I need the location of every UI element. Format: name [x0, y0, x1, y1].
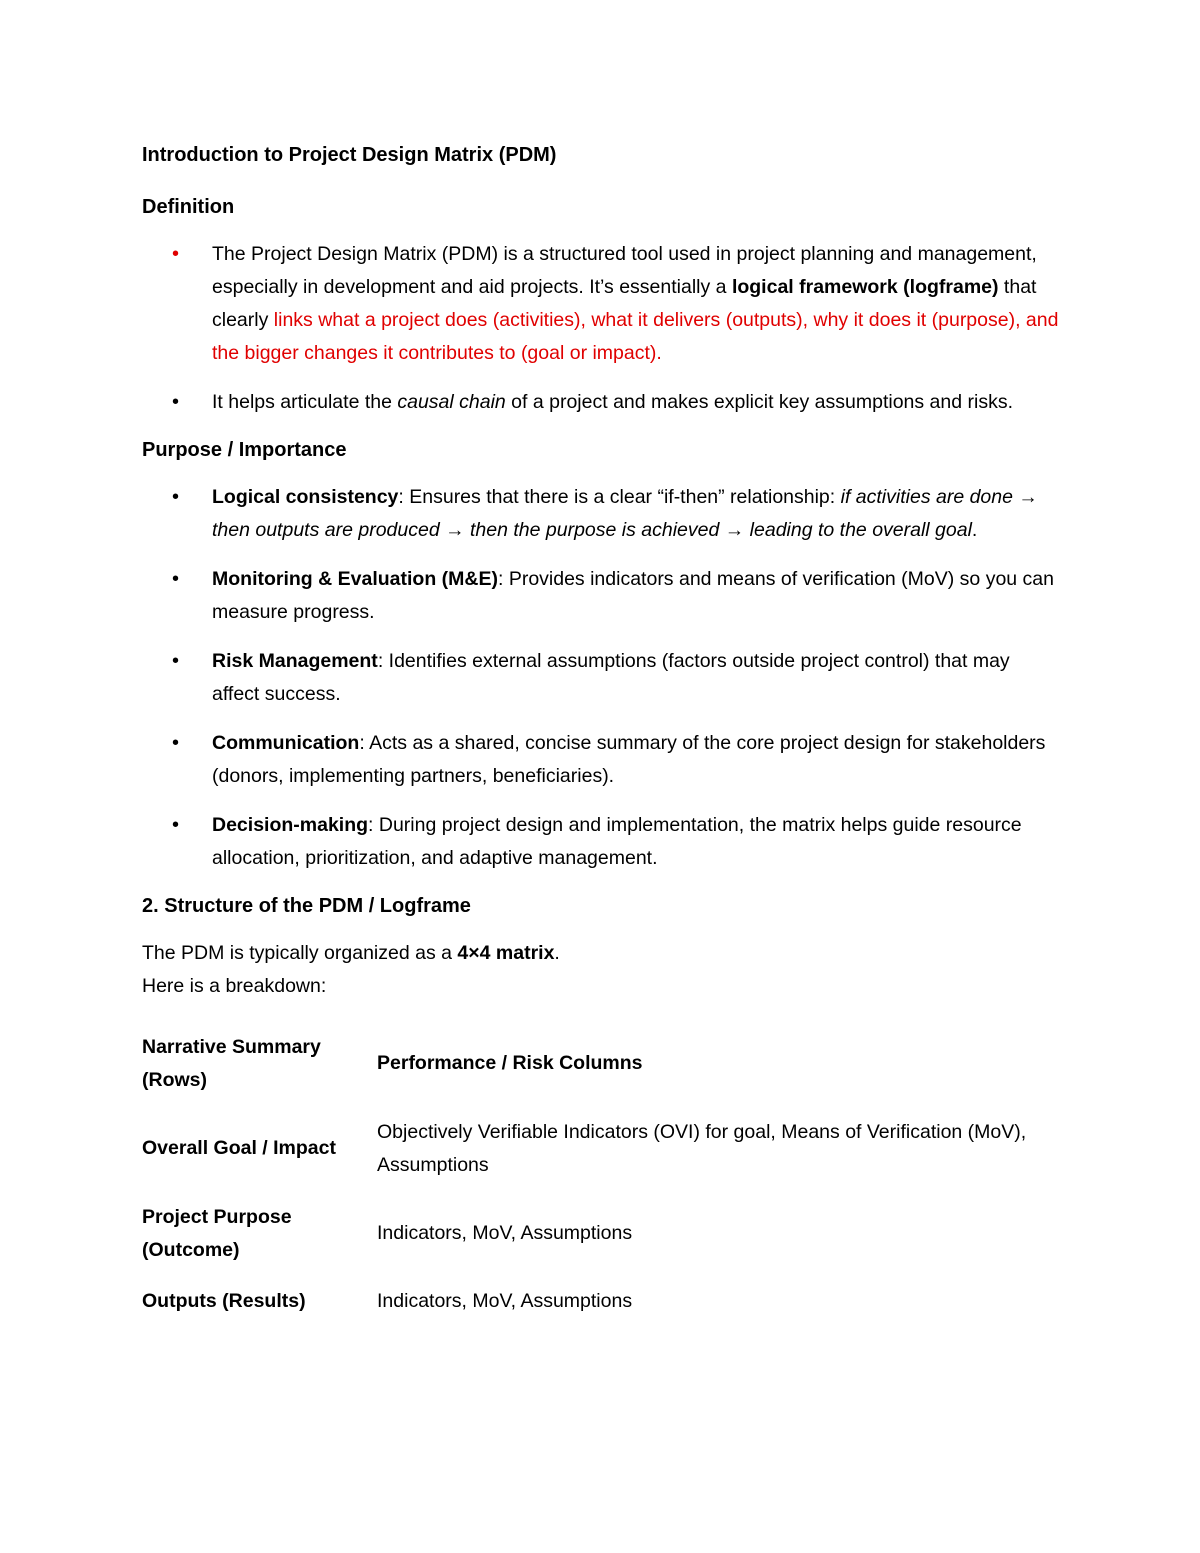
- purpose-item-label: Decision-making: [212, 814, 369, 836]
- purpose-item-communication: [142, 727, 1062, 793]
- definition-text: that clearly: [212, 276, 1037, 331]
- bullet-icon: •: [172, 650, 180, 672]
- definition-heading: Definition: [142, 196, 235, 218]
- table-header-cell: Narrative Summary (Rows): [142, 1035, 321, 1091]
- purpose-item-tail: .: [971, 519, 978, 541]
- purpose-item-label: Risk Management: [212, 650, 378, 672]
- purpose-item-text: : Acts as a shared, concise summary of the core project design for stakeholders (donors, implementing partners, beneficiaries).: [212, 732, 1046, 787]
- table-row: [142, 1106, 1062, 1191]
- structure-intro-text: The PDM is typically organized as a: [142, 942, 458, 964]
- purpose-item-text: : Identifies external assumptions (factors outside project control) that may affect success.: [212, 650, 1010, 705]
- purpose-heading: Purpose / Importance: [142, 439, 347, 461]
- definition-text: It helps articulate the: [212, 391, 398, 413]
- definition-bullet-2: [142, 386, 1062, 419]
- purpose-item-text: : During project design and implementation, the matrix helps guide resource allocation, prioritization, and adaptive management.: [212, 814, 1022, 869]
- structure-heading: 2. Structure of the PDM / Logframe: [142, 895, 471, 917]
- table-row-label: Outputs (Results): [142, 1289, 306, 1312]
- definition-red-text: links what a project does (activities), what it delivers (outputs), why it does it (purpose), and the bigger changes it contributes to (goal or impact).: [212, 309, 1059, 364]
- purpose-item-label: Monitoring & Evaluation (M&E): [212, 568, 498, 590]
- bullet-icon: •: [172, 732, 180, 754]
- document-title: Introduction to Project Design Matrix (PDM): [142, 144, 557, 166]
- structure-intro-line2: Here is a breakdown:: [142, 975, 327, 997]
- purpose-item-label: Logical consistency: [212, 486, 399, 508]
- bullet-icon: •: [172, 243, 180, 265]
- definition-bullet-1: [142, 238, 1062, 370]
- purpose-item-risk: [142, 645, 1062, 711]
- definition-list: [142, 238, 1062, 419]
- definition-bold-term: logical framework (logframe): [731, 276, 999, 298]
- table-header-row: [142, 1021, 1062, 1106]
- purpose-item-decision-making: [142, 809, 1062, 875]
- purpose-item-text: : Provides indicators and means of verification (MoV) so you can measure progress.: [212, 568, 1054, 623]
- table-row: [142, 1276, 1062, 1326]
- bullet-icon: •: [172, 814, 180, 836]
- definition-text: The Project Design Matrix (PDM) is a structured tool used in project planning and management, especially in development and aid projects. It’s essentially a: [212, 243, 1037, 298]
- structure-intro-bold: 4×4 matrix: [457, 942, 555, 964]
- purpose-item-monitoring: [142, 563, 1062, 629]
- purpose-item-italic: if activities are done → then outputs are produced → then the purpose is achieved → leading to the overall goal: [212, 486, 1038, 541]
- document-page: [142, 140, 1062, 1326]
- pdm-table: [142, 1021, 1062, 1326]
- structure-intro: [142, 937, 1062, 1003]
- table-cell: Objectively Verifiable Indicators (OVI) for goal, Means of Verification (MoV), Assumptions: [377, 1120, 1027, 1176]
- bullet-icon: •: [172, 568, 180, 590]
- purpose-item-logical-consistency: [142, 481, 1062, 547]
- table-header-cell: Performance / Risk Columns: [377, 1052, 643, 1074]
- definition-text: of a project and makes explicit key assumptions and risks.: [505, 391, 1013, 413]
- purpose-item-text: : Ensures that there is a clear “if-then” relationship:: [398, 486, 841, 508]
- table-row: [142, 1191, 1062, 1276]
- table-cell: Indicators, MoV, Assumptions: [377, 1289, 633, 1312]
- bullet-icon: •: [172, 391, 180, 413]
- structure-intro-tail: .: [554, 942, 560, 964]
- table-row-label: Project Purpose (Outcome): [142, 1205, 292, 1261]
- definition-italic-term: causal chain: [397, 391, 506, 413]
- purpose-list: [142, 481, 1062, 875]
- bullet-icon: •: [172, 486, 180, 508]
- purpose-item-label: Communication: [212, 732, 360, 754]
- table-row-label: Overall Goal / Impact: [142, 1137, 336, 1159]
- table-cell: Indicators, MoV, Assumptions: [377, 1222, 633, 1244]
